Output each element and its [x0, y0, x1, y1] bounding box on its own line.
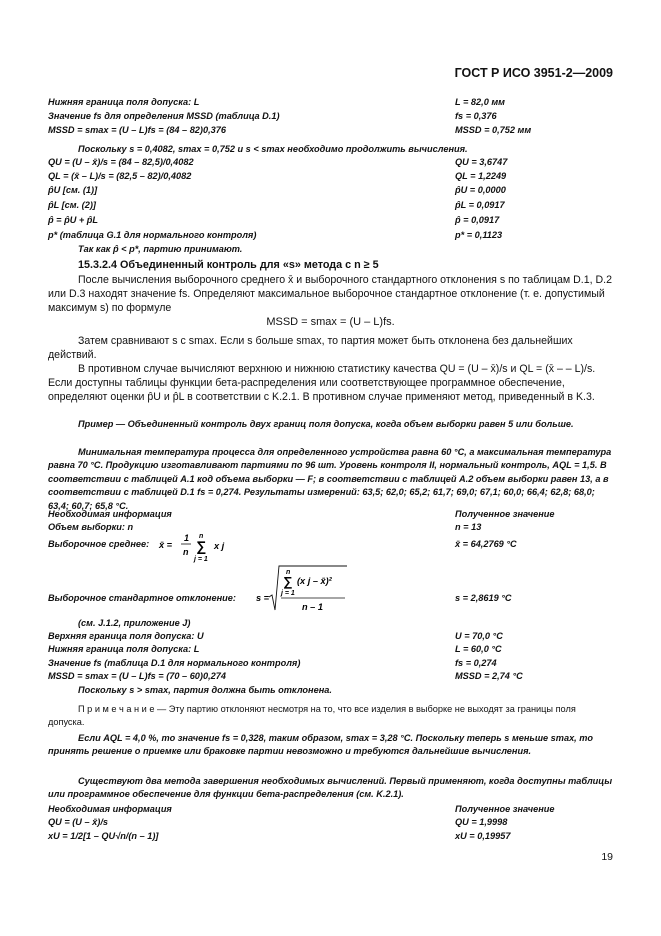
mean-frac-den: n: [183, 547, 189, 557]
row-pu: p̂U [см. (1)]: [48, 185, 98, 195]
row-mssd-2-value: MSSD = 2,74 °C: [455, 671, 523, 681]
row-mssd-value: MSSD = 0,752 мм: [455, 125, 532, 135]
row-lower-limit: Нижняя граница поля допуска: L: [48, 97, 200, 107]
row-ql: QL = (x̄ – L)/s = (82,5 – 82)/0,4082: [48, 171, 192, 181]
sd-numerator: (x j – x̄)²: [297, 576, 332, 586]
table2-col-value: Полученное значение: [455, 509, 555, 519]
table2-col-info: Необходимая информация: [48, 509, 172, 519]
table2-note: Поскольку s > smax, партия должна быть отклонена.: [78, 685, 332, 695]
example-title: Пример — Объединенный контроль двух границ поля допуска, когда объем выборки равен 5 или больше.: [78, 419, 574, 429]
row-qu-2-value: QU = 1,9998: [455, 817, 508, 827]
row-ql-value: QL = 1,2249: [455, 171, 507, 181]
row-xu: xU = 1/2[1 – QU√n/(n – 1)]: [48, 831, 159, 841]
row-mssd-2: MSSD = smax = (U – L)fs = (70 – 60)0,274: [48, 671, 226, 681]
section-heading: 15.3.2.4 Объединенный контроль для «s» метода с n ≥ 5: [78, 259, 379, 271]
row-pl-value: p̂L = 0,0917: [455, 200, 505, 210]
row-upper-limit: Верхняя граница поля допуска: U: [48, 631, 204, 641]
row-lower-limit-value: L = 82,0 мм: [455, 97, 505, 107]
row-qu-2: QU = (U – x̄)/s: [48, 817, 108, 827]
mean-sum-term: x j: [214, 541, 225, 551]
row-sample-sd-value: s = 2,8619 °C: [455, 593, 512, 603]
sd-lhs: s =: [256, 593, 270, 603]
row-fs-2-value: fs = 0,274: [455, 658, 497, 668]
mean-sum-sign: ∑: [196, 538, 206, 554]
sample-sd-formula: [242, 562, 352, 614]
row-fs-value: fs = 0,376: [455, 111, 497, 121]
sample-mean-formula: [157, 530, 247, 564]
row-qu: QU = (U – x̄)/s = (84 – 82,5)/0,4082: [48, 157, 194, 167]
table3-col-info: Необходимая информация: [48, 804, 172, 814]
mean-frac-num: 1: [184, 533, 190, 543]
row-lower-limit-2: Нижняя граница поля допуска: L: [48, 644, 200, 654]
row-fs-2: Значение fs (таблица D.1 для нормального контроля): [48, 658, 301, 668]
row-qu-value: QU = 3,6747: [455, 157, 508, 167]
primechanie: П р и м е ч а н и е — Эту партию отклоняют несмотря на то, что все изделия в выборке не выходят за границы поля допуска.: [48, 704, 576, 728]
row-sample-sd: Выборочное стандартное отклонение:: [48, 593, 236, 603]
section-paragraph-3: В противном случае вычисляют верхнюю и нижнюю статистику качества QU = (U – x̄)/s и QL = (x̄ – – L)/s. Если доступны таблицы функции бета-распределения или соответствующее программное обеспечение, определяют оценки p̂U и p̂L в соответствии с K.2.1. В противном случае применяют метод, приведенный в K.3.: [48, 363, 596, 404]
table3-col-value: Полученное значение: [455, 804, 555, 814]
row-pl: p̂L [см. (2)]: [48, 200, 96, 210]
paragraph-two-methods: Существуют два метода завершения необходимых вычислений. Первый применяют, когда доступны таблицы или программное обеспечение для функции бета-распределения (см. K.2.1).: [48, 776, 613, 800]
row-pstar-value: p* = 0,1123: [455, 230, 503, 240]
page-number: 19: [601, 851, 613, 863]
row-pstar: p* (таблица G.1 для нормального контроля): [48, 230, 257, 240]
section-paragraph-2: Затем сравнивают s с smax. Если s больше smax, то партия может быть отклонена без дальнейших действий.: [48, 335, 573, 362]
row-fs: Значение fs для определения MSSD (таблица D.1): [48, 111, 280, 121]
row-p: p̂ = p̂U + p̂L: [48, 215, 99, 225]
sd-denominator: n – 1: [302, 602, 323, 612]
mean-sum-bot: j = 1: [194, 556, 208, 563]
row-xu-value: xU = 0,19957: [455, 831, 511, 841]
mean-lhs: x̄ =: [159, 540, 173, 550]
row-sample-size: Объем выборки: n: [48, 522, 134, 532]
section-paragraph-1: После вычисления выборочного среднего x̄ и выборочного стандартного отклонения s по таблицам D.1, D.2 или D.3 находят значение fs. Определяют максимальное выборочное стандартное отклонение (т. е. допустимый максимум s) по формуле: [48, 274, 612, 315]
sd-sum-top: n: [286, 569, 291, 576]
row-sample-mean-value: x̄ = 64,2769 °C: [455, 539, 517, 549]
row-p-value: p̂ = 0,0917: [455, 215, 500, 225]
sd-sum-sign: ∑: [283, 574, 293, 589]
row-mssd: MSSD = smax = (U – L)fs = (84 – 82)0,376: [48, 125, 226, 135]
mean-sum-top: n: [199, 533, 204, 540]
mssd-formula: MSSD = smax = (U – L)fs.: [266, 316, 395, 328]
row-pu-value: p̂U = 0,0000: [455, 185, 506, 195]
row-see-j12: (см. J.1.2, приложение J): [78, 618, 191, 628]
block1-note: Поскольку s = 0,4082, smax = 0,752 и s < smax необходимо продолжить вычисления.: [78, 144, 468, 154]
paragraph-aql: Если AQL = 4,0 %, то значение fs = 0,328, таким образом, smax = 3,28 °С. Поскольку теперь s меньше smax, то принять решение о приемке или браковке партии невозможно и требуются дальнейшие вычисления.: [48, 733, 593, 757]
sd-sum-bot: j = 1: [281, 590, 295, 597]
page-header: ГОСТ Р ИСО 3951-2—2009: [454, 66, 613, 80]
row-sample-mean: Выборочное среднее:: [48, 539, 150, 549]
block2-note: Так как p̂ < p*, партию принимают.: [78, 244, 243, 254]
row-lower-limit-2-value: L = 60,0 °C: [455, 644, 502, 654]
example-text: Минимальная температура процесса для определенного устройства равна 60 °С, а максимальная температура равна 70 °С. Продукцию изготавливают партиями по 96 шт. Уровень контроля II, нормальный контроль, AQL = 1,5. В соответствии с таблицей A.1 код объема выборки — F; в соответствии с таблицей A.2 объем выборки равен 13, а в соответствии с таблицей D.1 fs = 0,274. Результаты измерений: 63,5; 62,0; 65,2; 61,7; 69,0; 67,1; 60,0; 66,4; 62,8; 68,0; 63,4; 60,7; 65,8 °С.: [48, 447, 612, 511]
row-sample-size-value: n = 13: [455, 522, 482, 532]
row-upper-limit-value: U = 70,0 °C: [455, 631, 503, 641]
